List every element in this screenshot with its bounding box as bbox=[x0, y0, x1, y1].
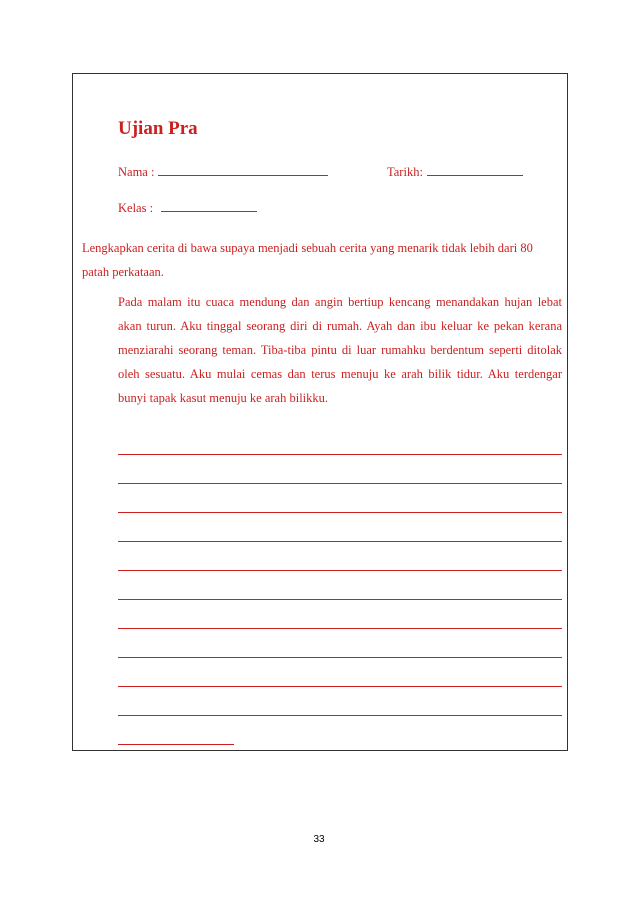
answer-line bbox=[118, 513, 562, 542]
answer-line bbox=[118, 426, 562, 455]
class-label: Kelas : bbox=[118, 201, 154, 215]
answer-line bbox=[118, 484, 562, 513]
name-field bbox=[118, 165, 328, 180]
date-blank bbox=[427, 174, 523, 176]
class-blank bbox=[161, 210, 257, 212]
answer-line bbox=[118, 658, 562, 687]
instruction-line-1: Lengkapkan cerita di bawa supaya menjadi sebuah cerita yang menarik tidak lebih dari 80 bbox=[82, 241, 533, 255]
instruction bbox=[82, 236, 562, 284]
name-label: Nama : bbox=[118, 165, 155, 179]
date-field bbox=[387, 165, 523, 180]
answer-line bbox=[118, 455, 562, 484]
name-blank bbox=[158, 174, 328, 176]
instruction-line-2: patah perkataan. bbox=[82, 265, 164, 279]
answer-lines bbox=[118, 426, 562, 745]
page-number: 33 bbox=[313, 834, 325, 845]
story-paragraph: Pada malam itu cuaca mendung dan angin bertiup kencang menandakan hujan lebat akan turun. Aku tinggal seorang diri di rumah. Ayah dan ibu keluar ke pekan kerana menziarahi seorang teman. Tiba-tiba pintu di luar rumahku berdentum seperti ditolak oleh sesuatu. Aku mulai cemas dan terus menuju ke arah bilik tidur. Aku terdengar bunyi tapak kasut menuju ke arah bilikku. bbox=[118, 295, 562, 405]
answer-line bbox=[118, 629, 562, 658]
answer-line bbox=[118, 600, 562, 629]
date-label: Tarikh: bbox=[387, 165, 423, 179]
answer-line bbox=[118, 542, 562, 571]
worksheet-title: Ujian Pra bbox=[118, 118, 198, 139]
answer-line bbox=[118, 571, 562, 600]
answer-line-short bbox=[118, 716, 234, 745]
class-field bbox=[118, 201, 257, 216]
answer-line bbox=[118, 687, 562, 716]
